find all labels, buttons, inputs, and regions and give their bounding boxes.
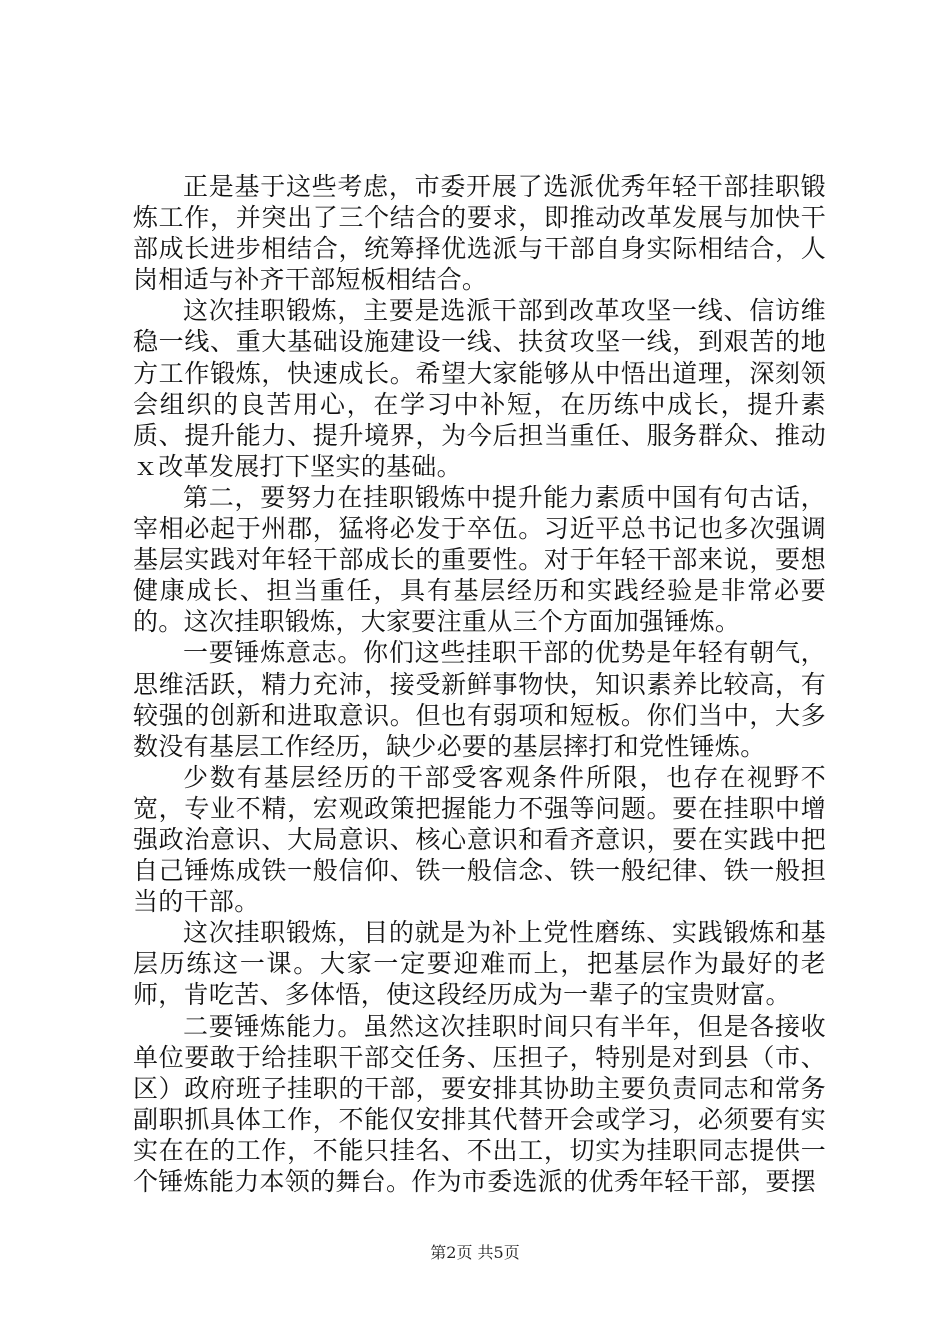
paragraph-7: 二要锤炼能力。虽然这次挂职时间只有半年，但是各接收单位要敢于给挂职干部交任务、压担子，特别是对到县（市、区）政府班子挂职的干部，要安排其协助主要负责同志和常务副职抓具体工作，不能仅安排其代替开会或学习，必须要有实实在在的工作，不能只挂名、不出工，切实为挂职同志提供一个锤炼能力本领的舞台。作为市委选派的优秀年轻干部，要摆 xyxy=(133,1011,826,1196)
paragraph-5: 少数有基层经历的干部受客观条件所限，也存在视野不宽，专业不精，宏观政策把握能力不强等问题。要在挂职中增强政治意识、大局意识、核心意识和看齐意识，要在实践中把自己锤炼成铁一般信仰、铁一般信念、铁一般纪律、铁一般担当的干部。 xyxy=(133,762,826,917)
paragraph-4: 一要锤炼意志。你们这些挂职干部的优势是年轻有朝气，思维活跃，精力充沛，接受新鲜事物快，知识素养比较高，有较强的创新和进取意识。但也有弱项和短板。你们当中，大多数没有基层工作经历，缺少必要的基层摔打和党性锤炼。 xyxy=(133,638,826,761)
document-body xyxy=(133,171,826,1197)
paragraph-1: 正是基于这些考虑，市委开展了选派优秀年轻干部挂职锻炼工作，并突出了三个结合的要求，即推动改革发展与加快干部成长进步相结合，统筹择优选派与干部自身实际相结合，人岗相适与补齐干部短板相结合。 xyxy=(133,172,826,295)
paragraph-2: 这次挂职锻炼，主要是选派干部到改革攻坚一线、信访维稳一线、重大基础设施建设一线、扶贫攻坚一线，到艰苦的地方工作锻炼，快速成长。希望大家能够从中悟出道理，深刻领会组织的良苦用心，在学习中补短，在历练中成长，提升素质、提升能力、提升境界，为今后担当重任、服务群众、推动ｘ改革发展打下坚实的基础。 xyxy=(133,296,826,481)
paragraph-6: 这次挂职锻炼，目的就是为补上党性磨练、实践锻炼和基层历练这一课。大家一定要迎难而上，把基层作为最好的老师，肯吃苦、多体悟，使这段经历成为一辈子的宝贵财富。 xyxy=(133,918,826,1010)
page-footer: 第2页 共5页 xyxy=(430,1243,520,1262)
paragraph-3: 第二，要努力在挂职锻炼中提升能力素质中国有句古话，宰相必起于州郡，猛将必发于卒伍。习近平总书记也多次强调基层实践对年轻干部成长的重要性。对于年轻干部来说，要想健康成长、担当重任，具有基层经历和实践经验是非常必要的。这次挂职锻炼，大家要注重从三个方面加强锤炼。 xyxy=(133,482,826,637)
